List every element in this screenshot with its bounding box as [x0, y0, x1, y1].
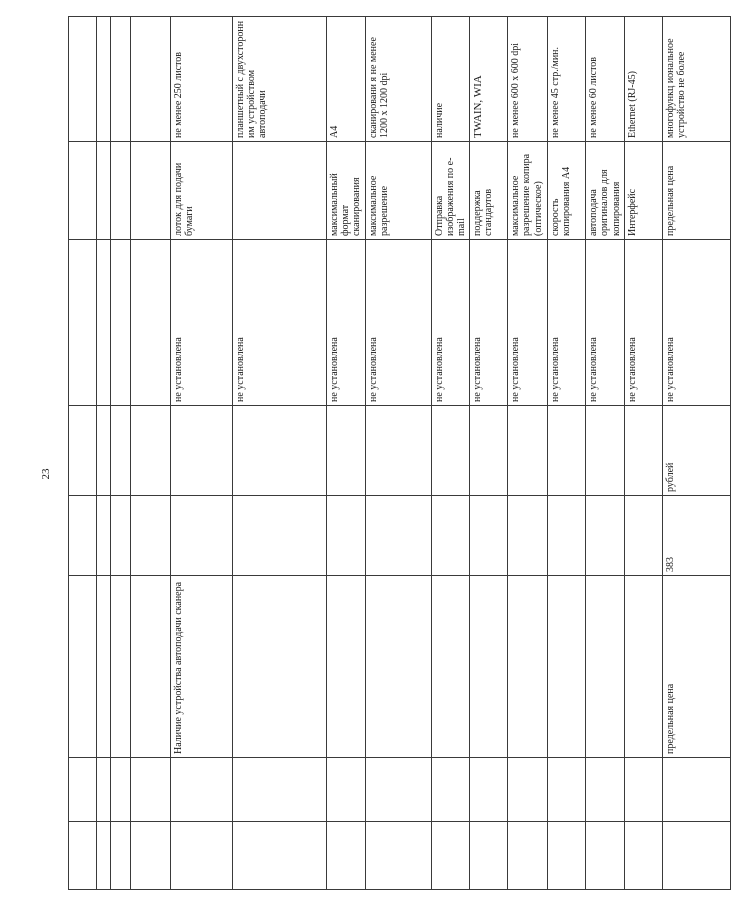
- table-cell: [233, 576, 327, 758]
- table-cell: [97, 822, 111, 890]
- table-cell: [470, 496, 508, 576]
- table-row: [586, 17, 625, 890]
- table-row: [548, 17, 586, 890]
- table-cell: [586, 406, 625, 496]
- table-cell: [69, 17, 97, 142]
- price-unit-cell: рублей: [662, 406, 730, 496]
- table-cell: [548, 406, 586, 496]
- table-cell: [69, 240, 97, 406]
- table-cell: [111, 758, 131, 822]
- cell-r8-c0: не установлена: [586, 240, 625, 406]
- table-row: [111, 17, 131, 890]
- table-cell: [662, 758, 730, 822]
- cell-r10-c0: не установлена: [662, 240, 730, 406]
- table-cell: [233, 406, 327, 496]
- cell-r2-c1: максимальный формат сканирования: [327, 142, 366, 240]
- cell-r6-c2: не менее 600 х 600 dpi: [508, 17, 548, 142]
- cell-r9-c1: Интерфейс: [624, 142, 662, 240]
- table-row: [470, 17, 508, 890]
- cell-r0-c0: не установлена: [171, 240, 233, 406]
- table-cell: [97, 496, 111, 576]
- table-cell: [97, 758, 111, 822]
- table-cell: [131, 758, 171, 822]
- table-cell: [171, 758, 233, 822]
- table-row: [171, 17, 233, 890]
- table-cell: [111, 240, 131, 406]
- cell-r2-c2: А4: [327, 17, 366, 142]
- cell-r8-c1: автоподача оригиналов для копирования: [586, 142, 625, 240]
- table-cell: [97, 240, 111, 406]
- cell-r8-c2: не менее 60 листов: [586, 17, 625, 142]
- cell-r1-c2: планшетный с двухсторонн им устройством автоподачи: [233, 17, 327, 142]
- cell-r1-c1: [233, 142, 327, 240]
- cell-r9-c0: не установлена: [624, 240, 662, 406]
- table-cell: [111, 142, 131, 240]
- table-cell: [233, 758, 327, 822]
- table-cell: [431, 406, 470, 496]
- table-cell: [548, 758, 586, 822]
- table-cell: [431, 576, 470, 758]
- table-row: [131, 17, 171, 890]
- table-cell: [97, 576, 111, 758]
- table-cell: [327, 822, 366, 890]
- table-cell: [624, 576, 662, 758]
- table-row: [69, 17, 97, 890]
- table-row: [431, 17, 470, 890]
- cell-r10-c2: многофункц иональное устройство не более: [662, 17, 730, 142]
- cell-r2-c0: не установлена: [327, 240, 366, 406]
- table-cell: [365, 758, 431, 822]
- table-cell: [111, 17, 131, 142]
- table-cell: [171, 496, 233, 576]
- table-cell: [586, 822, 625, 890]
- cell-r7-c2: не менее 45 стр./мин.: [548, 17, 586, 142]
- table-row: [365, 17, 431, 890]
- table-cell: [131, 822, 171, 890]
- table-cell: [508, 822, 548, 890]
- cell-r3-c2: сканировани я не менее 1200 х 1200 dpi: [365, 17, 431, 142]
- cell-r5-c1: поддержка стандартов: [470, 142, 508, 240]
- cell-r5-c0: не установлена: [470, 240, 508, 406]
- table-cell: [97, 142, 111, 240]
- table-cell: [131, 240, 171, 406]
- table-cell: [508, 496, 548, 576]
- table-cell: [97, 17, 111, 142]
- cell-r4-c2: наличие: [431, 17, 470, 142]
- table-cell: [327, 496, 366, 576]
- table-row: [233, 17, 327, 890]
- table-cell: [548, 576, 586, 758]
- table-cell: [131, 17, 171, 142]
- cell-r3-c0: не установлена: [365, 240, 431, 406]
- table-cell: [662, 822, 730, 890]
- cell-r0-c1: лоток для подачи бумаги: [171, 142, 233, 240]
- cell-r10-c1: предельная цена: [662, 142, 730, 240]
- table-cell: [327, 576, 366, 758]
- table-cell: [508, 576, 548, 758]
- table-row: [97, 17, 111, 890]
- table-cell: [233, 496, 327, 576]
- table-cell: [624, 496, 662, 576]
- table-cell: [111, 496, 131, 576]
- cell-r7-c1: скорость копирования А4: [548, 142, 586, 240]
- table-cell: [111, 576, 131, 758]
- table-cell: [431, 758, 470, 822]
- table-cell: [508, 406, 548, 496]
- table-cell: [508, 758, 548, 822]
- table-row: [624, 17, 662, 890]
- table-cell: [69, 822, 97, 890]
- specification-table: [68, 16, 731, 890]
- cell-r0-c2: не менее 250 листов: [171, 17, 233, 142]
- table-cell: [470, 822, 508, 890]
- table-cell: [365, 496, 431, 576]
- table-cell: [548, 496, 586, 576]
- table-cell: [69, 758, 97, 822]
- table-cell: [470, 406, 508, 496]
- table-cell: [365, 822, 431, 890]
- table-row: [662, 17, 730, 890]
- cell-r6-c1: максимальное разрешение копира (оптическое): [508, 142, 548, 240]
- cell-r9-c2: Ethernet (RJ-45): [624, 17, 662, 142]
- table-cell: [131, 496, 171, 576]
- table-row: [327, 17, 366, 890]
- table-cell: [233, 822, 327, 890]
- table-cell: [586, 576, 625, 758]
- table-cell: [624, 758, 662, 822]
- page-number: 23: [40, 468, 52, 480]
- table-cell: [548, 822, 586, 890]
- table-cell: [586, 496, 625, 576]
- table-cell: [624, 822, 662, 890]
- table-cell: [171, 822, 233, 890]
- cell-r7-c0: не установлена: [548, 240, 586, 406]
- table-cell: [431, 822, 470, 890]
- cell-r6-c0: не установлена: [508, 240, 548, 406]
- cell-r5-c2: TWAIN, WIA: [470, 17, 508, 142]
- scanner-header-cell: Наличие устройства автоподачи сканера: [171, 576, 233, 758]
- table-cell: [69, 142, 97, 240]
- cell-r4-c0: не установлена: [431, 240, 470, 406]
- price-value-cell: 383: [662, 496, 730, 576]
- table-cell: [431, 496, 470, 576]
- table-cell: [365, 406, 431, 496]
- cell-r4-c1: Отправка изображения по e-mail: [431, 142, 470, 240]
- cell-r3-c1: максимальное разрешение: [365, 142, 431, 240]
- table-cell: [97, 406, 111, 496]
- table-cell: [327, 758, 366, 822]
- table-cell: [131, 406, 171, 496]
- table-cell: [131, 576, 171, 758]
- table-cell: [69, 406, 97, 496]
- rotated-specification-table: [68, 17, 687, 890]
- table-cell: [327, 406, 366, 496]
- table-cell: [111, 822, 131, 890]
- table-cell: [69, 496, 97, 576]
- table-cell: [470, 576, 508, 758]
- table-cell: [470, 758, 508, 822]
- table-row: [508, 17, 548, 890]
- table-cell: [111, 406, 131, 496]
- table-cell: [365, 576, 431, 758]
- table-cell: [586, 758, 625, 822]
- table-cell: [171, 406, 233, 496]
- price-label-cell: предельная цена: [662, 576, 730, 758]
- table-cell: [624, 406, 662, 496]
- table-cell: [69, 576, 97, 758]
- table-cell: [131, 142, 171, 240]
- cell-r1-c0: не установлена: [233, 240, 327, 406]
